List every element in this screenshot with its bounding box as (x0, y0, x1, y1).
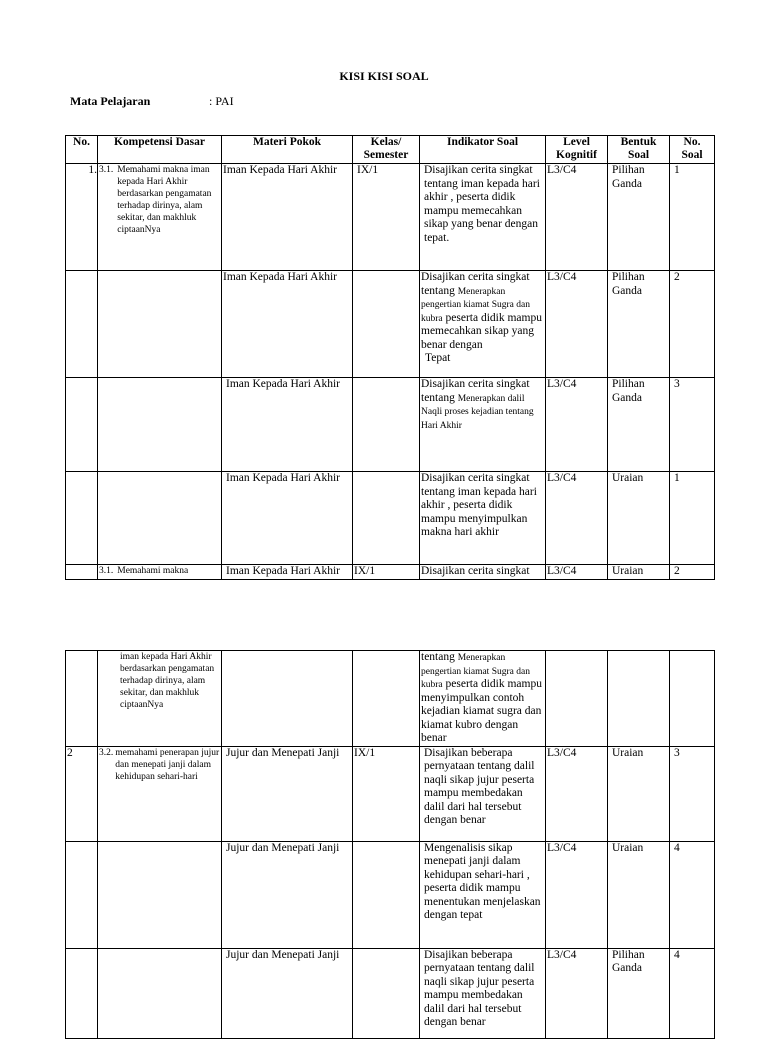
header-materi-pokok: Materi Pokok (222, 136, 353, 164)
cell-indikator: tentang Menerapkan pengertian kiamat Sugra dan kubra peserta didik mampu menyimpulkan contoh kejadian kiamat sugra dan kiamat kubro dengan benar (420, 651, 546, 747)
header-no: No. (66, 136, 98, 164)
cell-no-soal: 2 (670, 565, 715, 580)
cell-indikator: Disajikan cerita singkat tentang Menerapkan dalil Naqli proses kejadian tentang Hari Akhir (420, 378, 546, 472)
subject-value: : PAI (209, 94, 234, 108)
cell-no (66, 565, 98, 580)
cell-level: L3/C4 (546, 565, 608, 580)
cell-indikator: Disajikan beberapa pernyataan tentang dalil naqli sikap jujur peserta mampu membedakan dalil dari hal tersebut dengan benar (420, 746, 546, 841)
cell-kelas (353, 841, 420, 948)
cell-kompetensi-dasar (98, 841, 222, 948)
cell-kelas: IX/1 (353, 164, 420, 271)
cell-level (546, 651, 608, 747)
kisi-table-page-2 (65, 650, 715, 1039)
table-row (66, 472, 715, 565)
cell-no-soal: 3 (670, 378, 715, 472)
cell-bentuk: Uraian (608, 565, 670, 580)
cell-bentuk: Uraian (608, 746, 670, 841)
cell-materi-pokok: Jujur dan Menepati Janji (222, 841, 353, 948)
table-row (66, 565, 715, 580)
header-no-soal: No. Soal (670, 136, 715, 164)
cell-materi-pokok: Iman Kepada Hari Akhir (222, 164, 353, 271)
cell-bentuk: Uraian (608, 841, 670, 948)
header-kompetensi-dasar: Kompetensi Dasar (98, 136, 222, 164)
cell-indikator: Disajikan cerita singkat tentang Menerapkan pengertian kiamat Sugra dan kubra peserta didik mampu memecahkan sikap yang benar dengan Tepat (420, 271, 546, 378)
cell-kelas: IX/1 (353, 565, 420, 580)
table-row (66, 651, 715, 747)
cell-no-soal: 1 (670, 164, 715, 271)
cell-kelas (353, 472, 420, 565)
cell-no-soal: 2 (670, 271, 715, 378)
cell-no (66, 651, 98, 747)
table-row (66, 378, 715, 472)
cell-materi-pokok: Iman Kepada Hari Akhir (222, 565, 353, 580)
cell-materi-pokok (222, 651, 353, 747)
header-kelas-semester: Kelas/ Semester (353, 136, 420, 164)
subject-label: Mata Pelajaran (70, 94, 151, 108)
cell-bentuk: Pilihan Ganda (608, 378, 670, 472)
cell-no-soal: 4 (670, 948, 715, 1038)
cell-kelas (353, 948, 420, 1038)
table-row (66, 164, 715, 271)
cell-materi-pokok: Iman Kepada Hari Akhir (222, 378, 353, 472)
cell-materi-pokok: Jujur dan Menepati Janji (222, 746, 353, 841)
cell-level: L3/C4 (546, 164, 608, 271)
cell-bentuk: Pilihan Ganda (608, 164, 670, 271)
cell-kelas (353, 378, 420, 472)
cell-level: L3/C4 (546, 378, 608, 472)
table-row (66, 948, 715, 1038)
cell-kelas (353, 651, 420, 747)
table-row (66, 271, 715, 378)
cell-kompetensi-dasar: 3.1. Memahami makna iman kepada Hari Akhir berdasarkan pengamatan terhadap dirinya, alam sekitar, dan makhluk ciptaanNya (98, 164, 222, 271)
table-header-row (66, 136, 715, 164)
kisi-table-page-1 (65, 135, 715, 580)
cell-kompetensi-dasar (98, 271, 222, 378)
cell-bentuk: Pilihan Ganda (608, 271, 670, 378)
cell-materi-pokok: Iman Kepada Hari Akhir (222, 271, 353, 378)
cell-indikator: Disajikan cerita singkat (420, 565, 546, 580)
header-bentuk-soal: Bentuk Soal (608, 136, 670, 164)
cell-kelas (353, 271, 420, 378)
cell-materi-pokok: Iman Kepada Hari Akhir (222, 472, 353, 565)
cell-kompetensi-dasar (98, 472, 222, 565)
cell-kelas: IX/1 (353, 746, 420, 841)
cell-no-soal (670, 651, 715, 747)
cell-no (66, 948, 98, 1038)
cell-indikator: Disajikan beberapa pernyataan tentang dalil naqli sikap jujur peserta mampu membedakan dalil dari hal tersebut dengan benar (420, 948, 546, 1038)
cell-no (66, 472, 98, 565)
cell-kompetensi-dasar: 3.1. Memahami makna (98, 565, 222, 580)
table-row (66, 841, 715, 948)
cell-kompetensi-dasar: iman kepada Hari Akhir berdasarkan pengamatan terhadap dirinya, alam sekitar, dan makhluk ciptaanNya (98, 651, 222, 747)
cell-no (66, 841, 98, 948)
cell-no: 2 (66, 746, 98, 841)
table-row (66, 746, 715, 841)
cell-kompetensi-dasar (98, 948, 222, 1038)
header-indikator-soal: Indikator Soal (420, 136, 546, 164)
cell-kompetensi-dasar (98, 378, 222, 472)
cell-bentuk: Pilihan Ganda (608, 948, 670, 1038)
cell-no: 1. (66, 164, 98, 271)
cell-level: L3/C4 (546, 746, 608, 841)
cell-level: L3/C4 (546, 271, 608, 378)
header-level-kognitif: Level Kognitif (546, 136, 608, 164)
cell-kompetensi-dasar: 3.2. memahami penerapan jujur dan menepati janji dalam kehidupan sehari-hari (98, 746, 222, 841)
cell-bentuk (608, 651, 670, 747)
document-title: KISI KISI SOAL (339, 69, 429, 83)
cell-no-soal: 3 (670, 746, 715, 841)
cell-indikator: Disajikan cerita singkat tentang iman kepada hari akhir , peserta didik mampu menyimpulkan makna hari akhir (420, 472, 546, 565)
cell-materi-pokok: Jujur dan Menepati Janji (222, 948, 353, 1038)
cell-no (66, 271, 98, 378)
cell-no-soal: 4 (670, 841, 715, 948)
cell-level: L3/C4 (546, 472, 608, 565)
cell-no-soal: 1 (670, 472, 715, 565)
cell-level: L3/C4 (546, 948, 608, 1038)
cell-bentuk: Uraian (608, 472, 670, 565)
cell-no (66, 378, 98, 472)
cell-level: L3/C4 (546, 841, 608, 948)
cell-indikator: Mengenalisis sikap menepati janji dalam kehidupan sehari-hari , peserta didik mampu menentukan menjelaskan dengan tepat (420, 841, 546, 948)
cell-indikator: Disajikan cerita singkat tentang iman kepada hari akhir , peserta didik mampu memecahkan sikap yang benar dengan tepat. (420, 164, 546, 271)
